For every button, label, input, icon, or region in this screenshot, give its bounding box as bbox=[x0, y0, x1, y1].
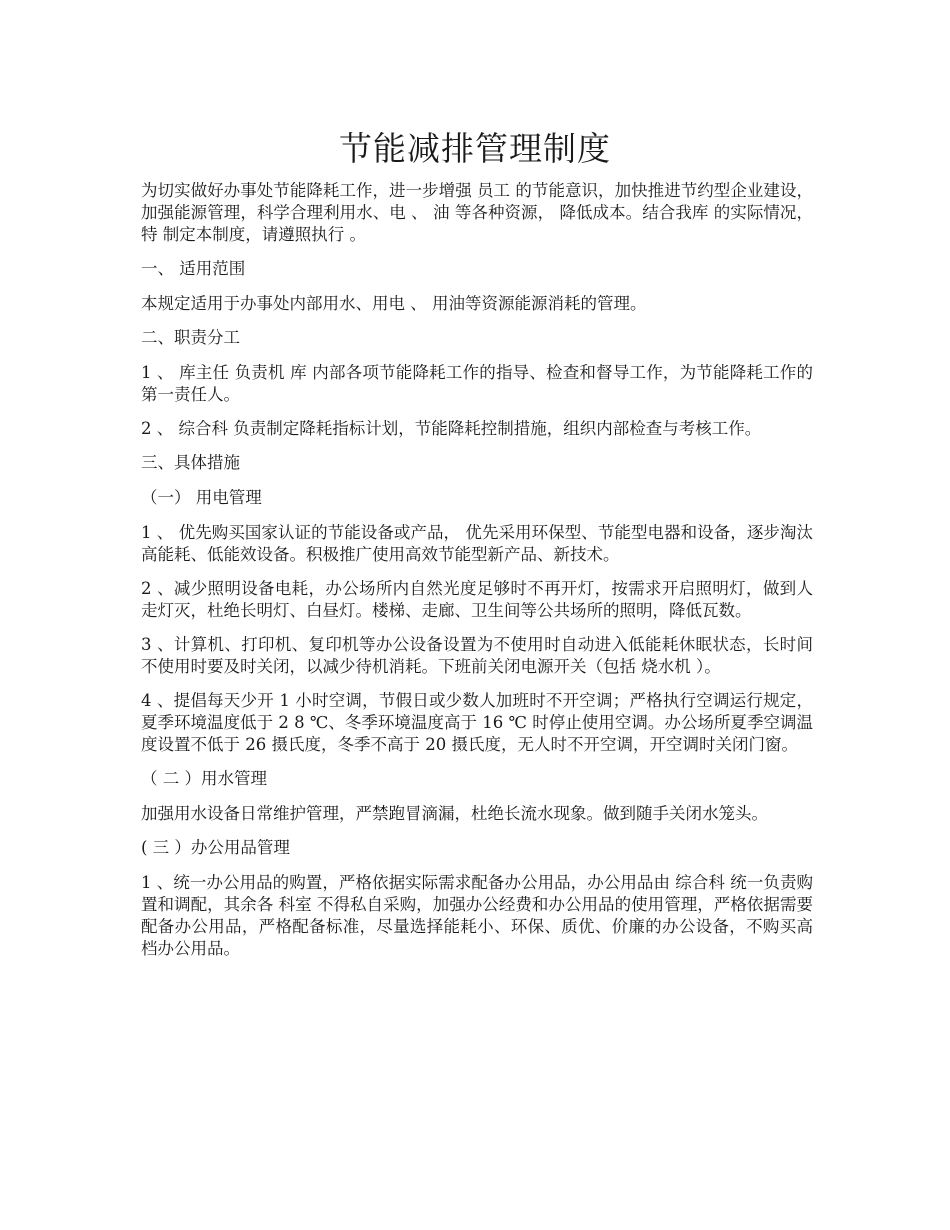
electricity-item: 4 、提倡每天少开 1 小时空调，节假日或少数人加班时不开空调；严格执行空调运行规定，夏季环境温度低于 2 8 ℃、冬季环境温度高于 16 ℃ 时停止使用空调。办公场所夏季空调温度设置不低于 26 摄氏度，冬季不高于 20 摄氏度，无人时不开空调，开空调时关闭门窗。 bbox=[141, 691, 813, 754]
section-heading-responsibilities: 二、职责分工 bbox=[141, 328, 240, 347]
section-heading-scope: 一、 适用范围 bbox=[141, 259, 246, 278]
subsection-heading-electricity: （一） 用电管理 bbox=[141, 488, 262, 507]
responsibility-item: 2 、 综合科 负责制定降耗指标计划，节能降耗控制措施，组织内部检查与考核工作。 bbox=[141, 419, 762, 438]
responsibility-item: 1 、 库主任 负责机 库 内部各项节能降耗工作的指导、检查和督导工作，为节能降耗工作的第一责任人。 bbox=[141, 363, 813, 404]
section-heading-measures: 三、具体措施 bbox=[141, 453, 240, 472]
intro-paragraph: 为切实做好办事处节能降耗工作，进一步增强 员工 的节能意识，加快推进节约型企业建设，加强能源管理，科学合理利用水、电 、 油 等各种资源， 降低成本。结合我库 的实际情况， 特 制定本制度，请遵照执行 。 bbox=[141, 181, 813, 244]
document-body bbox=[141, 180, 813, 972]
electricity-item: 2 、减少照明设备电耗，办公场所内自然光度足够时不再开灯，按需求开启照明灯，做到人走灯灭，杜绝长明灯、白昼灯。楼梯、走廊、卫生间等公共场所的照明，降低瓦数。 bbox=[141, 579, 813, 620]
water-paragraph: 加强用水设备日常维护管理，严禁跑冒滴漏，杜绝长流水现象。做到随手关闭水笼头。 bbox=[141, 804, 768, 823]
electricity-item: 1 、 优先购买国家认证的节能设备或产品， 优先采用环保型、节能型电器和设备，逐步淘汰高能耗、低能效设备。积极推广使用高效节能型新产品、新技术。 bbox=[141, 523, 813, 564]
subsection-heading-water: （ 二 ）用水管理 bbox=[141, 769, 267, 788]
office-supplies-item: 1 、统一办公用品的购置，严格依据实际需求配备办公用品，办公用品由 综合科 统一负责购置和调配，其余各 科室 不得私自采购，加强办公经费和办公用品的使用管理，严格依据需要配备办公用品，严格配备标准，尽量选择能耗小、环保、质优、价廉的办公设备，不购买高档办公用品。 bbox=[141, 873, 813, 958]
electricity-item: 3 、计算机、打印机、复印机等办公设备设置为不使用时自动进入低能耗休眠状态，长时间不使用时要及时关闭，以减少待机消耗。下班前关闭电源开关（包括 烧水机 ）。 bbox=[141, 635, 813, 676]
subsection-heading-office-supplies: ( 三 ）办公用品管理 bbox=[141, 838, 290, 857]
scope-paragraph: 本规定适用于办事处内部用水、用电 、 用油等资源能源消耗的管理。 bbox=[141, 294, 647, 313]
document-title: 节能减排管理制度 bbox=[339, 129, 611, 168]
